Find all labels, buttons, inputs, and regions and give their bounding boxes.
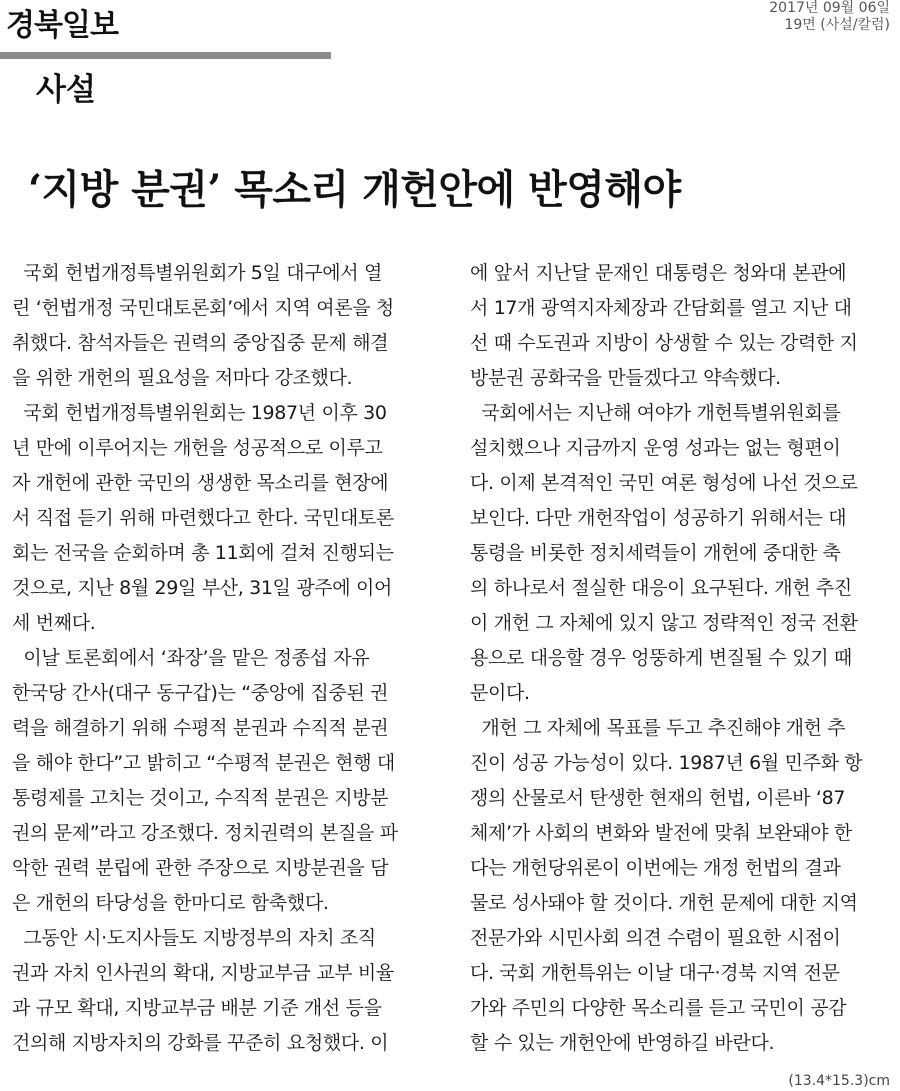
header-rule bbox=[0, 52, 331, 59]
article-line: 것으로, 지난 8월 29일 부산, 31일 광주에 이어 bbox=[12, 577, 392, 599]
article-line: 할 수 있는 개헌안에 반영하길 바란다. bbox=[470, 1032, 775, 1054]
article-line: 체제’가 사회의 변화와 발전에 맞춰 보완돼야 한 bbox=[470, 822, 852, 844]
article-line: 전문가와 시민사회 의견 수렴이 필요한 시점이 bbox=[470, 927, 841, 949]
article-line: 선 때 수도권과 지방이 상생할 수 있는 강력한 지 bbox=[470, 332, 858, 354]
article-line: 에 앞서 지난달 문재인 대통령은 청와대 본관에 bbox=[470, 262, 847, 284]
article-column-left bbox=[12, 256, 444, 1061]
article-line: 과 규모 확대, 지방교부금 배분 기준 개선 등을 bbox=[12, 997, 382, 1019]
section-label: 사설 bbox=[36, 72, 96, 108]
article-line: 보인다. 다만 개헌작업이 성공하기 위해서는 대 bbox=[470, 507, 847, 529]
article-line: 취했다. 참석자들은 권력의 중앙집중 문제 해결 bbox=[12, 332, 389, 354]
article-line: 진이 성공 가능성이 있다. 1987년 6월 민주화 항 bbox=[470, 752, 863, 774]
article-line: 이 개헌 그 자체에 있지 않고 정략적인 정국 전환 bbox=[470, 612, 858, 634]
article-line: 력을 해결하기 위해 수평적 분권과 수직적 분권 bbox=[12, 717, 389, 739]
article-line: 문이다. bbox=[470, 682, 530, 704]
article-line: 서 직접 듣기 위해 마련했다고 한다. 국민대토론 bbox=[12, 507, 394, 529]
article-line: 권의 문제”라고 강조했다. 정치권력의 본질을 파 bbox=[12, 822, 398, 844]
article-line: 다는 개헌당위론이 이번에는 개정 헌법의 결과 bbox=[470, 857, 841, 879]
page-info: 19면 (사설/칼럼) bbox=[784, 17, 890, 33]
article-column-right bbox=[470, 256, 896, 1061]
article-line: 서 17개 광역지자체장과 간담회를 열고 지난 대 bbox=[470, 297, 852, 319]
article-line: 악한 권력 분립에 관한 주장으로 지방분권을 담 bbox=[12, 857, 389, 879]
publication-date: 2017년 09월 06일 bbox=[769, 0, 890, 16]
article-size: (13.4*15.3)cm bbox=[788, 1073, 890, 1089]
article-line: 그동안 시·도지사들도 지방정부의 자치 조직 bbox=[12, 927, 376, 949]
article-line: 통령제를 고치는 것이고, 수직적 분권은 지방분 bbox=[12, 787, 389, 809]
article-line: 자 개헌에 관한 국민의 생생한 목소리를 현장에 bbox=[12, 472, 389, 494]
article-line: 건의해 지방자치의 강화를 꾸준히 요청했다. 이 bbox=[12, 1032, 389, 1054]
article-line: 다. 국회 개헌특위는 이날 대구·경북 지역 전문 bbox=[470, 962, 840, 984]
article-line: 다. 이제 본격적인 국민 여론 형성에 나선 것으로 bbox=[470, 472, 858, 494]
article-line: 국회 헌법개정특별위원회는 1987년 이후 30 bbox=[12, 402, 387, 424]
article-line: 년 만에 이루어지는 개헌을 성공적으로 이루고 bbox=[12, 437, 383, 459]
article-line: 세 번째다. bbox=[12, 612, 96, 634]
article-line: 이날 토론회에서 ‘좌장’을 맡은 정종섭 자유 bbox=[12, 647, 370, 669]
article-line: 권과 자치 인사권의 확대, 지방교부금 교부 비율 bbox=[12, 962, 394, 984]
article-line: 설치했으나 지금까지 운영 성과는 없는 형편이 bbox=[470, 437, 841, 459]
article-line: 국회 헌법개정특별위원회가 5일 대구에서 열 bbox=[12, 262, 382, 284]
publication-meta bbox=[769, 0, 890, 34]
article-line: 국회에서는 지난해 여야가 개헌특별위원회를 bbox=[470, 402, 841, 424]
article-line: 은 개헌의 타당성을 한마디로 함축했다. bbox=[12, 892, 329, 914]
article-line: 의 하나로서 절실한 대응이 요구된다. 개헌 추진 bbox=[470, 577, 852, 599]
article-headline: ‘지방 분권’ 목소리 개헌안에 반영해야 bbox=[28, 166, 681, 213]
article-line: 쟁의 산물로서 탄생한 현재의 헌법, 이른바 ‘87 bbox=[470, 787, 846, 809]
article-line: 린 ‘헌법개정 국민대토론회’에서 지역 여론을 청 bbox=[12, 297, 394, 319]
article-line: 회는 전국을 순회하며 총 11회에 걸쳐 진행되는 bbox=[12, 542, 394, 564]
newspaper-logo: 경북일보 bbox=[6, 8, 118, 43]
article-line: 물로 성사돼야 할 것이다. 개헌 문제에 대한 지역 bbox=[470, 892, 858, 914]
article-line: 가와 주민의 다양한 목소리를 듣고 국민이 공감 bbox=[470, 997, 847, 1019]
article-line: 을 위한 개헌의 필요성을 저마다 강조했다. bbox=[12, 367, 353, 389]
article-line: 을 해야 한다”고 밝히고 “수평적 분권은 현행 대 bbox=[12, 752, 395, 774]
article-line: 용으로 대응할 경우 엉뚱하게 변질될 수 있기 때 bbox=[470, 647, 852, 669]
article-line: 통령을 비롯한 정치세력들이 개헌에 중대한 축 bbox=[470, 542, 841, 564]
article-line: 개헌 그 자체에 목표를 두고 추진해야 개헌 추 bbox=[470, 717, 846, 739]
article-line: 방분권 공화국을 만들겠다고 약속했다. bbox=[470, 367, 781, 389]
article-line: 한국당 간사(대구 동구갑)는 “중앙에 집중된 권 bbox=[12, 682, 389, 704]
